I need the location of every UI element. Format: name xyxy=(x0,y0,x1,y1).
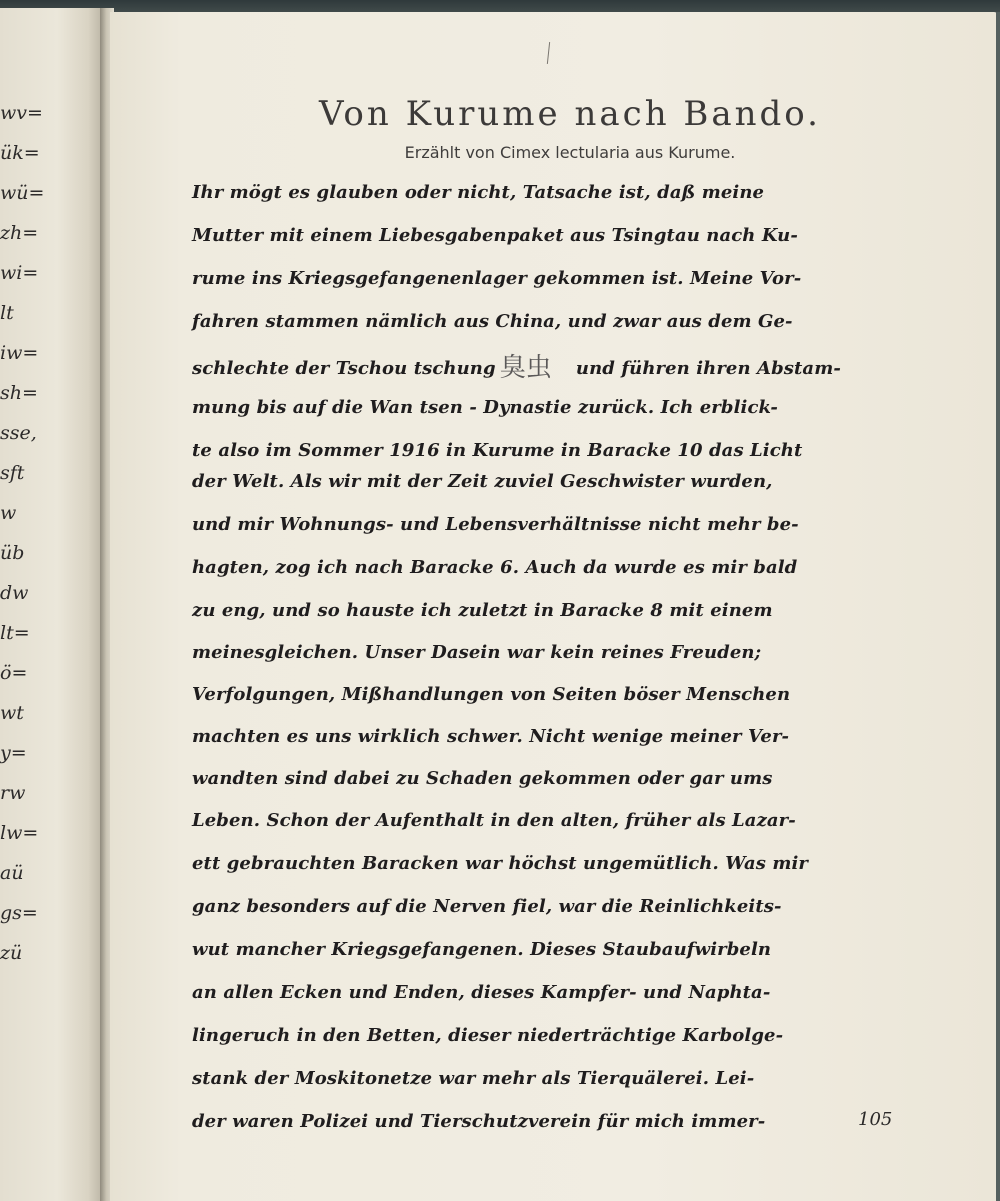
text-line-content: meinesgleichen. Unser Dasein war kein reines Freuden; xyxy=(192,642,762,663)
text-line-content: te also im Sommer 1916 in Kurume in Baracke 10 das Licht xyxy=(192,440,803,461)
left-page-fragment: wt xyxy=(0,702,24,724)
page-title: Von Kurume nach Bando. xyxy=(319,94,821,134)
text-line-content: der Welt. Als wir mit der Zeit zuviel Geschwister wurden, xyxy=(192,471,773,492)
page-number: 105 xyxy=(858,1109,893,1130)
text-line xyxy=(192,1068,754,1089)
text-line-content: machten es uns wirklich schwer. Nicht wenige meiner Ver- xyxy=(192,726,790,747)
text-line xyxy=(192,471,773,492)
left-page-fragment: sse, xyxy=(0,422,37,444)
text-line-content: der waren Polizei und Tierschutzverein für mich immer- xyxy=(192,1111,766,1132)
text-line-content: Verfolgungen, Mißhandlungen von Seiten böser Menschen xyxy=(192,684,791,705)
chinese-characters: 臭虫 xyxy=(499,353,552,383)
left-page xyxy=(0,8,104,1201)
text-line-content: und mir Wohnungs- und Lebensverhältnisse nicht mehr be- xyxy=(192,514,799,535)
text-line-content: stank der Moskitonetze war mehr als Tierquälerei. Lei- xyxy=(192,1068,755,1089)
text-line xyxy=(192,684,790,705)
left-page-fragment: wv= xyxy=(0,102,43,124)
left-page-fragment: zh= xyxy=(0,222,39,244)
left-page-fragment: gs= xyxy=(0,902,38,924)
text-line xyxy=(192,311,793,332)
text-line xyxy=(192,1025,783,1046)
text-line-content: Mutter mit einem Liebesgabenpaket aus Tsingtau nach Ku- xyxy=(192,225,798,246)
text-line-content: schlechte der Tschou tschung xyxy=(192,358,496,379)
text-line xyxy=(192,939,771,960)
text-line-content: fahren stammen nämlich aus China, und zwar aus dem Ge- xyxy=(192,311,793,332)
left-page-fragment: lt= xyxy=(0,622,30,644)
pencil-mark xyxy=(547,42,550,64)
left-page-fragment: lt xyxy=(0,302,14,324)
text-line-content: rume ins Kriegsgefangenenlager gekommen ist. Meine Vor- xyxy=(192,268,802,289)
text-line xyxy=(192,642,761,663)
text-line-content: Ihr mögt es glauben oder nicht, Tatsache ist, daß meine xyxy=(192,182,765,203)
text-line xyxy=(192,182,764,203)
text-line-content: Leben. Schon der Aufenthalt in den alten, früher als Lazar- xyxy=(192,810,796,831)
text-line-content: zu eng, und so hauste ich zuletzt in Baracke 8 mit einem xyxy=(192,600,773,621)
left-page-fragment: sh= xyxy=(0,382,38,404)
text-line xyxy=(192,726,789,747)
left-page-fragment: aü xyxy=(0,862,24,884)
text-line xyxy=(192,1111,765,1132)
text-line xyxy=(192,347,841,384)
left-page-fragment: üb xyxy=(0,542,25,564)
text-line-content: und führen ihren Abstam- xyxy=(575,358,841,379)
text-line xyxy=(192,768,773,789)
text-line xyxy=(192,268,801,289)
left-page-fragment: ük= xyxy=(0,142,40,164)
text-line xyxy=(192,397,778,418)
left-page-fragment: rw xyxy=(0,782,26,804)
text-line-content: ett gebrauchten Baracken war höchst ungemütlich. Was mir xyxy=(192,853,808,874)
text-line-content: mung bis auf die Wan tsen - Dynastie zurück. Ich erblick- xyxy=(192,397,778,418)
text-line-content: hagten, zog ich nach Baracke 6. Auch da wurde es mir bald xyxy=(192,557,798,578)
right-page xyxy=(110,12,998,1201)
right-page-edge xyxy=(996,12,1000,1201)
text-line xyxy=(192,440,802,461)
left-page-fragment: wü= xyxy=(0,182,45,204)
text-line xyxy=(192,896,782,917)
text-line xyxy=(192,853,808,874)
left-page-fragment: sft xyxy=(0,462,25,484)
text-line-content: an allen Ecken und Enden, dieses Kampfer- und Naphta- xyxy=(192,982,771,1003)
text-line-content: wandten sind dabei zu Schaden gekommen oder gar ums xyxy=(192,768,773,789)
left-page-fragment: iw= xyxy=(0,342,39,364)
page-subtitle: Erzählt von Cimex lectularia aus Kurume. xyxy=(404,143,736,162)
text-line-content: wut mancher Kriegsgefangenen. Dieses Staubaufwirbeln xyxy=(192,939,772,960)
text-line xyxy=(192,810,796,831)
left-page-fragment: lw= xyxy=(0,822,39,844)
left-page-fragment: dw xyxy=(0,582,29,604)
text-line xyxy=(192,982,770,1003)
left-page-fragment: wi= xyxy=(0,262,39,284)
text-line xyxy=(192,225,798,246)
left-page-fragment: zü xyxy=(0,942,23,964)
left-page-fragment: y= xyxy=(0,742,27,764)
text-line-content: ganz besonders auf die Nerven fiel, war die Reinlichkeits- xyxy=(192,896,782,917)
text-line xyxy=(192,600,773,621)
text-line xyxy=(192,514,799,535)
left-page-fragment: w xyxy=(0,502,17,524)
left-page-fragment: ö= xyxy=(0,662,28,684)
text-line xyxy=(192,557,797,578)
text-line-content: lingeruch in den Betten, dieser niederträchtige Karbolge- xyxy=(192,1025,784,1046)
